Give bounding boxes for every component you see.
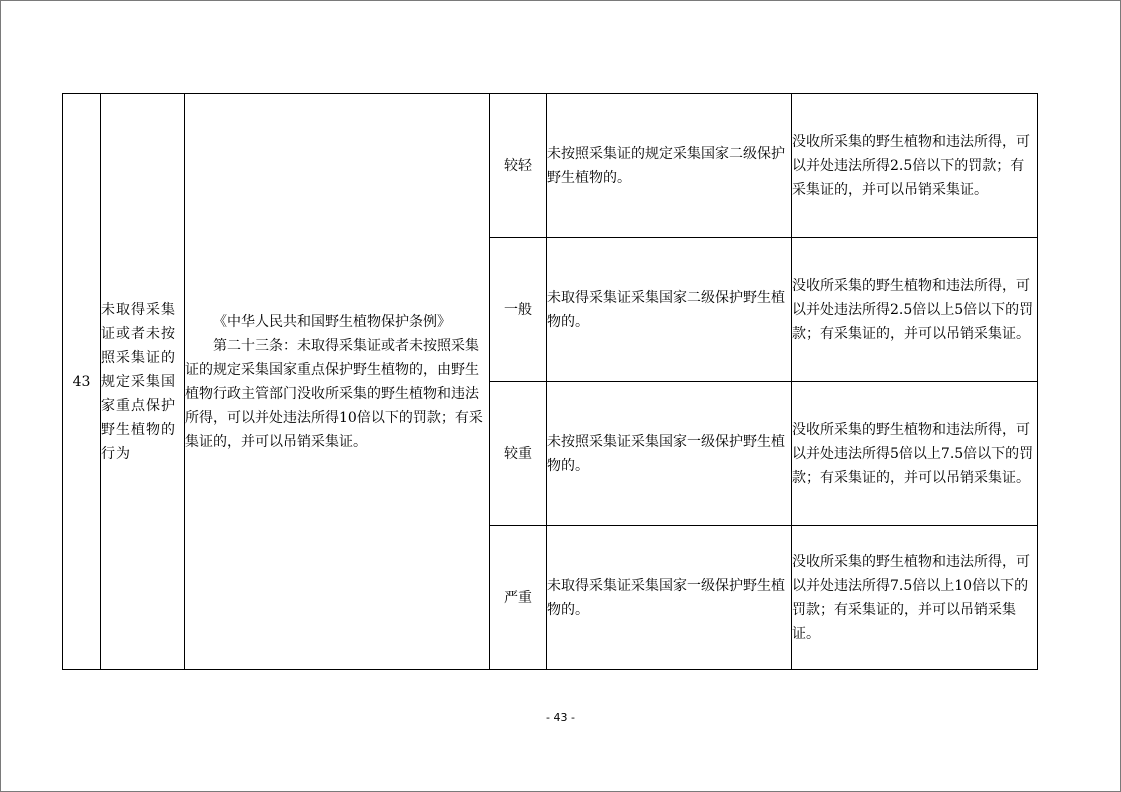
level-cell: 较重 [490,382,547,526]
standard-cell: 没收所采集的野生植物和违法所得，可以并处违法所得5倍以上7.5倍以下的罚款；有采集证的，并可以吊销采集证。 [792,382,1038,526]
penalty-standard-table [62,93,1038,670]
row-number: 43 [63,94,101,670]
situation-cell: 未按照采集证的规定采集国家二级保护野生植物的。 [547,94,792,238]
level-cell: 一般 [490,238,547,382]
situation-cell: 未取得采集证采集国家二级保护野生植物的。 [547,238,792,382]
page-number: - 43 - [546,711,575,724]
legal-basis-law: 《中华人民共和国野生植物保护条例》 [213,313,451,330]
legal-basis-article: 第二十三条：未取得采集证或者未按照采集证的规定采集国家重点保护野生植物的，由野生植物行政主管部门没收所采集的野生植物和违法所得，可以并处违法所得10倍以下的罚款；有采集证的，并可以吊销采集证。 [185,337,483,450]
legal-basis [185,94,490,670]
standard-cell: 没收所采集的野生植物和违法所得，可以并处违法所得2.5倍以上5倍以下的罚款；有采集证的，并可以吊销采集证。 [792,238,1038,382]
level-cell: 较轻 [490,94,547,238]
level-cell: 严重 [490,526,547,670]
situation-cell: 未取得采集证采集国家一级保护野生植物的。 [547,526,792,670]
standard-cell: 没收所采集的野生植物和违法所得，可以并处违法所得2.5倍以下的罚款；有采集证的，并可以吊销采集证。 [792,94,1038,238]
violation-behavior: 未取得采集证或者未按照采集证的规定采集国家重点保护野生植物的行为 [101,94,185,670]
standard-cell: 没收所采集的野生植物和违法所得，可以并处违法所得7.5倍以上10倍以下的罚款；有采集证的，并可以吊销采集证。 [792,526,1038,670]
table-row [63,94,1038,238]
situation-cell: 未按照采集证采集国家一级保护野生植物的。 [547,382,792,526]
